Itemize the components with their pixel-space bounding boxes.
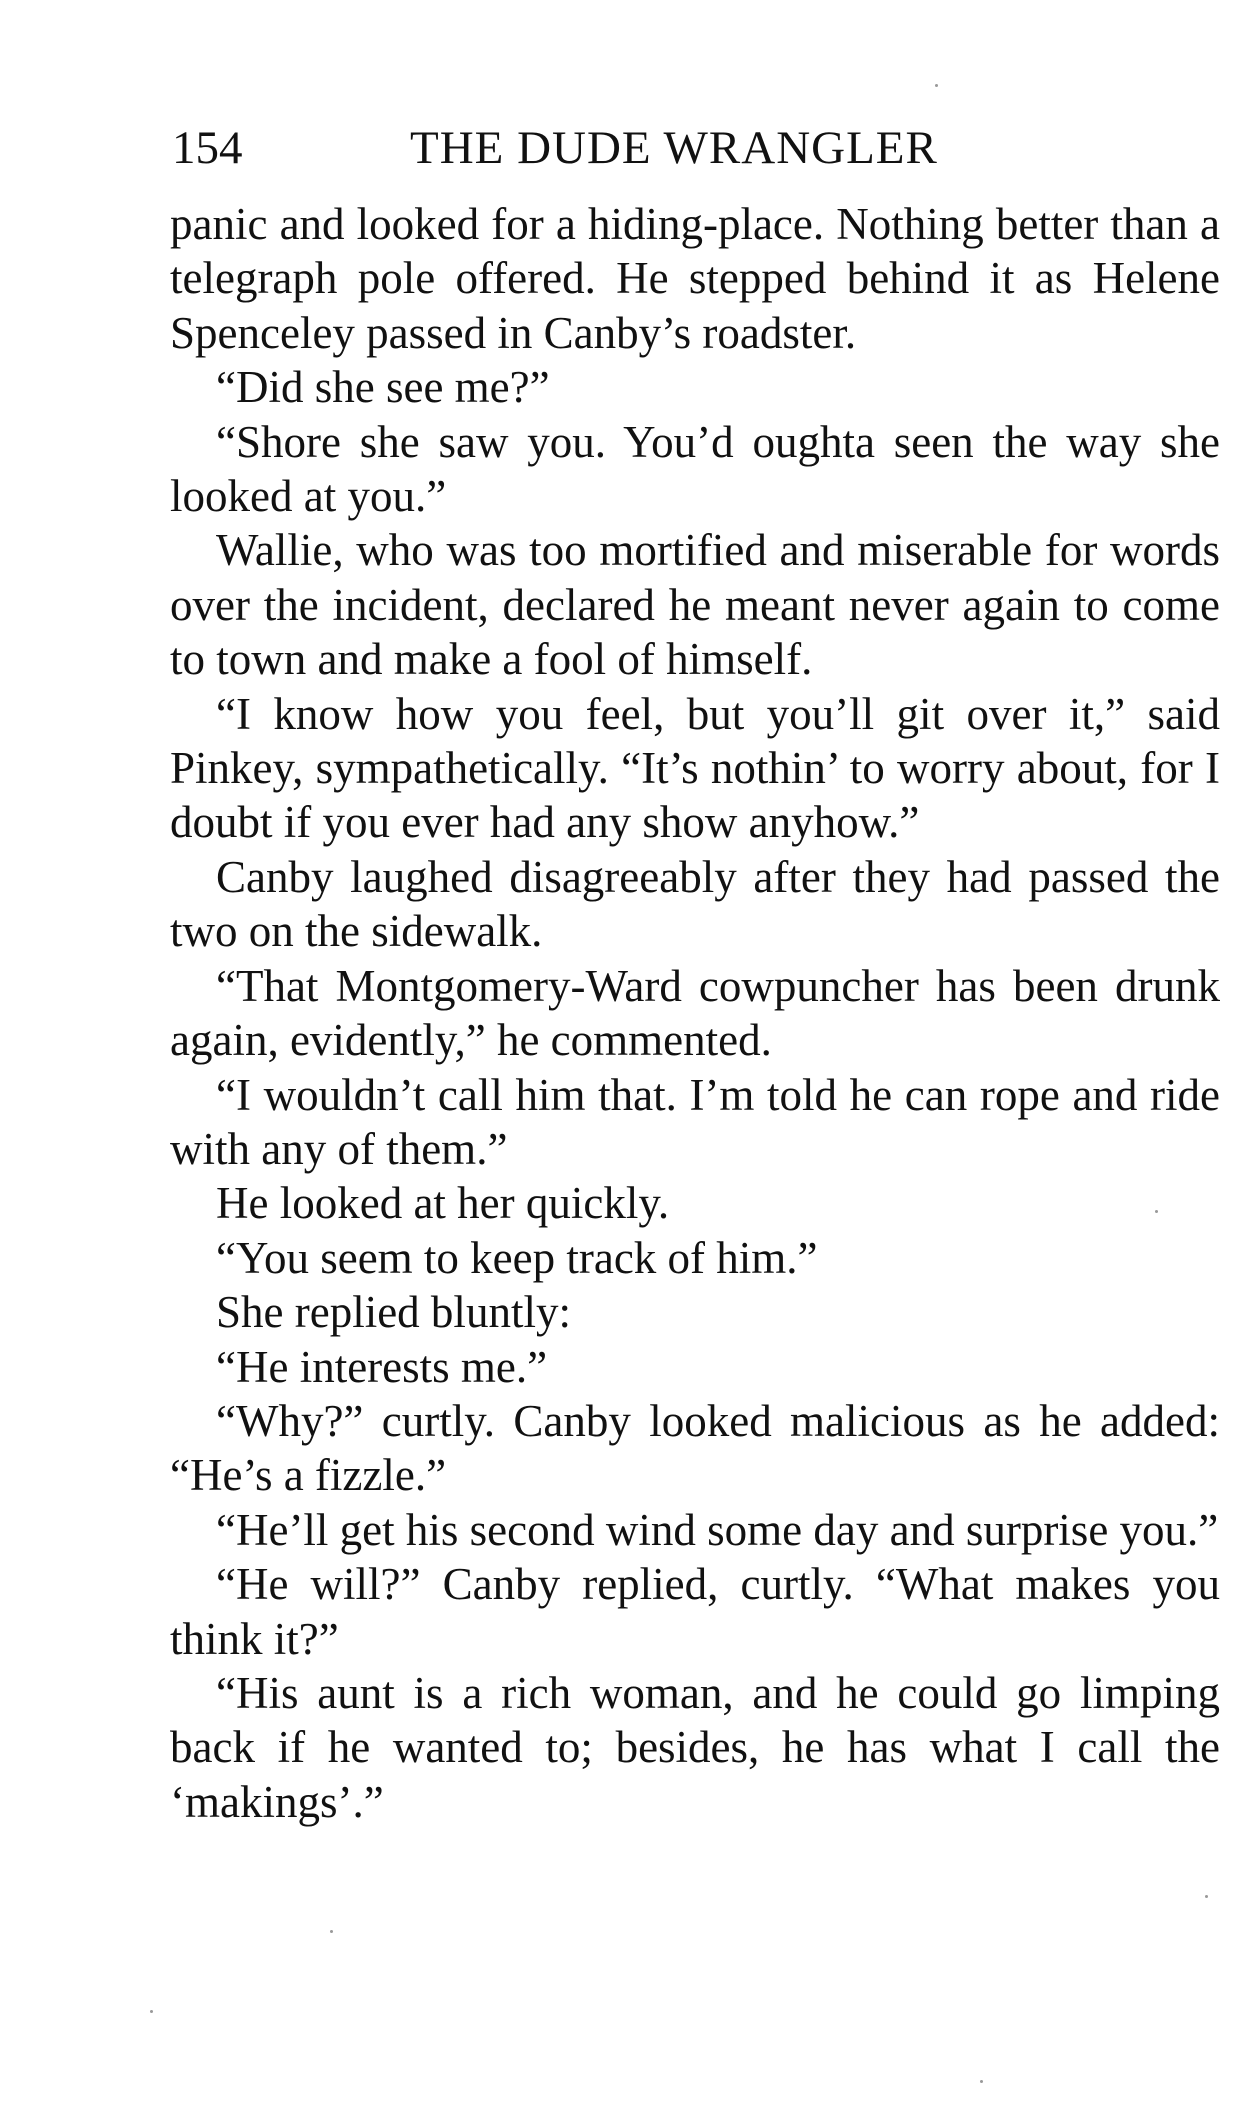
- paragraph: “He’ll get his second wind some day and surprise you.”: [216, 1504, 1219, 1555]
- paragraph: Wallie, who was too mortified and miserable for words over the incident, declared he meant never again to come to town and make a fool of himself.: [170, 525, 1220, 685]
- paragraph: “Shore she saw you. You’d oughta seen the way she looked at you.”: [170, 416, 1220, 522]
- paper-speck: [980, 2080, 983, 2083]
- paragraph: “He will?” Canby replied, curtly. “What makes you think it?”: [170, 1559, 1220, 1664]
- paragraph: “I know how you feel, but you’ll git over it,” said Pinkey, sympathetically. “It’s nothin’ to worry about, for I doubt if you ever had any show anyhow.”: [170, 688, 1220, 848]
- paper-speck: [1155, 1210, 1158, 1213]
- paper-speck: [1205, 1895, 1208, 1898]
- paragraph: panic and looked for a hiding-place. Nothing better than a telegraph pole offered. He stepped behind it as Helene Spenceley passed in Canby’s roadster.: [170, 199, 1220, 358]
- paragraph: “Why?” curtly. Canby looked malicious as he added: “He’s a fizzle.”: [170, 1395, 1220, 1501]
- paper-speck: [150, 2010, 153, 2013]
- paragraph: “He interests me.”: [216, 1341, 548, 1392]
- paragraph: “I wouldn’t call him that. I’m told he can rope and ride with any of them.”: [170, 1069, 1220, 1174]
- paragraph: “That Montgomery-Ward cowpuncher has been drunk again, evidently,” he commented.: [170, 960, 1220, 1066]
- page-number: 154: [172, 122, 243, 174]
- paragraph: Canby laughed disagreeably after they had passed the two on the sidewalk.: [170, 851, 1220, 957]
- paragraph: She replied bluntly:: [216, 1287, 571, 1338]
- paragraph: “His aunt is a rich woman, and he could go limping back if he wanted to; besides, he has what I call the ‘makings’.”: [170, 1667, 1220, 1827]
- running-head: THE DUDE WRANGLER: [410, 122, 938, 174]
- paper-speck: [935, 84, 938, 87]
- paragraph: “You seem to keep track of him.”: [216, 1232, 818, 1283]
- paper-speck: [330, 1930, 333, 1933]
- body-text: [170, 197, 1220, 1829]
- paragraph: “Did she see me?”: [216, 362, 550, 413]
- paragraph: He looked at her quickly.: [216, 1178, 670, 1229]
- page-header: [172, 118, 1002, 178]
